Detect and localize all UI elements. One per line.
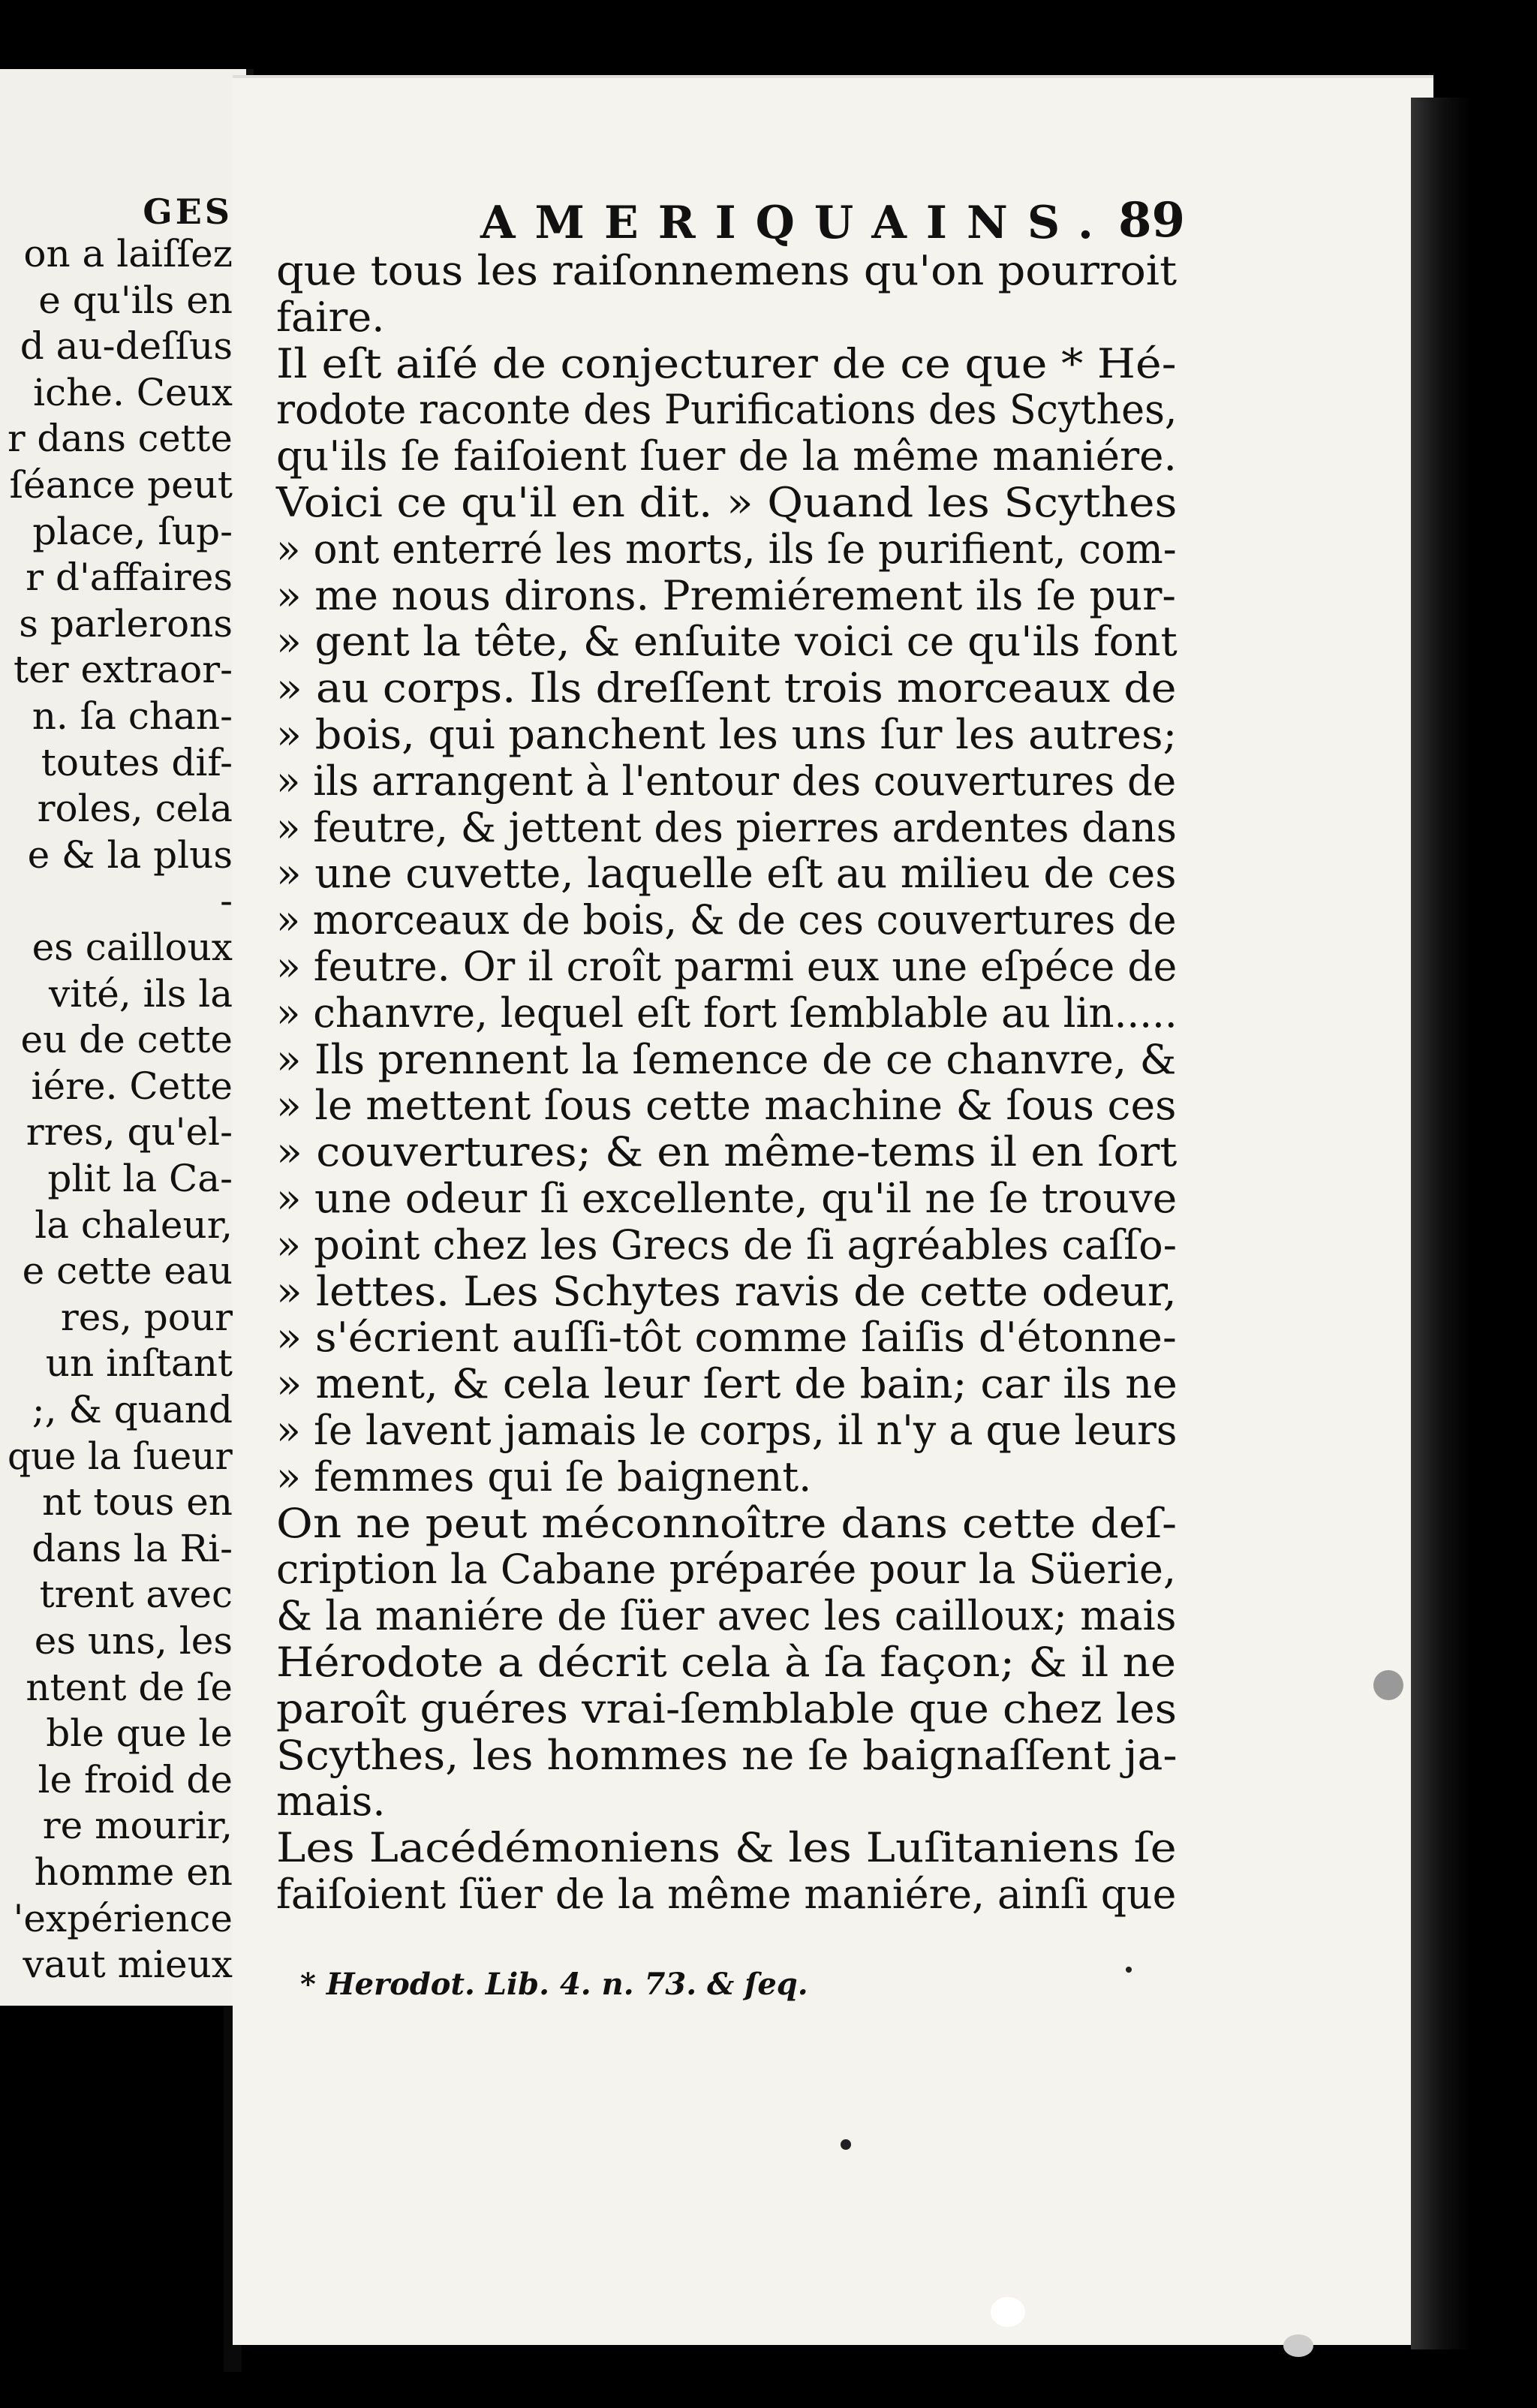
text-line: Scythes, les hommes ne ſe baignaſſent ja- (276, 1731, 1178, 1779)
left-page-line: re mourir, (42, 1804, 233, 1848)
left-page-line: ntent de ſe (26, 1665, 233, 1709)
left-page-line: es cailloux (32, 926, 233, 969)
text-line: mais. (276, 1777, 386, 1826)
left-page-fragment (0, 69, 254, 2006)
left-page-line: un inſtant (45, 1341, 233, 1386)
text-line: qu'ils ſe faiſoient ſuer de la même maniére. (276, 432, 1177, 480)
left-page-line: homme en (34, 1850, 233, 1894)
left-page-line: - (220, 879, 233, 923)
left-page-line: n. ſa chan- (32, 694, 233, 738)
text-line: Il eſt aiſé de conjecturer de ce que * Hé- (276, 339, 1177, 387)
left-page-line: le froid de (38, 1757, 233, 1801)
text-line: » ils arrangent à l'entour des couvertures de (276, 757, 1177, 805)
left-page-line: plit la Ca- (47, 1157, 233, 1200)
text-line: paroît guéres vrai-ſemblable que chez les (276, 1684, 1178, 1732)
text-line: » bois, qui panchent les uns ſur les autres; (276, 711, 1178, 758)
text-line: Voici ce qu'il en dit. » Quand les Scythes (276, 479, 1178, 526)
left-page-line: d au-deſſus (20, 324, 233, 369)
text-line: cription la Cabane préparée pour la Süerie, (276, 1546, 1177, 1594)
left-page-line: vité, ils la (48, 971, 233, 1016)
left-page-line: e cette eau (22, 1249, 233, 1293)
left-page-line: que la ſueur (8, 1434, 233, 1478)
left-page-line: iére. Cette (31, 1064, 233, 1108)
text-line: faiſoient ſüer de la même maniére, ainſi que (276, 1871, 1177, 1918)
left-page-line: res, pour (60, 1295, 233, 1339)
left-page-line: ſéance peut (9, 463, 233, 507)
text-line: » gent la tête, & enſuite voici ce qu'ils font (276, 618, 1178, 666)
left-page-line: rres, qu'el- (26, 1110, 233, 1154)
left-page-line: place, ſup- (32, 509, 233, 553)
text-line: faire. (276, 293, 385, 341)
text-line: & la maniére de ſüer avec les cailloux; mais (276, 1592, 1177, 1640)
text-line: » lettes. Les Schytes ravis de cette odeur, (276, 1267, 1177, 1315)
left-page-line: la chaleur, (35, 1202, 233, 1247)
page-number: 89 (1118, 192, 1186, 248)
left-page-line: eu de cette (20, 1018, 233, 1062)
left-running-head: GES (143, 191, 233, 232)
left-page-line: s parlerons (19, 601, 233, 646)
text-line: » chanvre, lequel eſt fort ſemblable au lin..... (276, 989, 1178, 1037)
text-line: » une odeur ſi excellente, qu'il ne ſe trouve (276, 1175, 1178, 1222)
text-line: On ne peut méconnoître dans cette deſ- (276, 1499, 1178, 1547)
text-line: » ſe lavent jamais le corps, il n'y a que leurs (276, 1407, 1178, 1454)
left-page-line: on a laiſſez (23, 232, 233, 275)
paper-stain (1373, 1670, 1403, 1700)
text-line: » ont enterré les morts, ils ſe purifient, com- (276, 525, 1177, 573)
text-line: Les Lacédémoniens & les Luſitaniens ſe (276, 1824, 1177, 1872)
text-line: » une cuvette, laquelle eſt au milieu de ces (276, 850, 1177, 898)
left-page-line: e & la plus (27, 832, 233, 877)
text-line: » Ils prennent la ſemence de ce chanvre, & (276, 1035, 1177, 1083)
text-line: Hérodote a décrit cela à ſa façon; & il ne (276, 1639, 1177, 1686)
left-page-line: 'expérience (13, 1896, 233, 1940)
left-page-line: ble que le (46, 1711, 233, 1756)
text-line: » au corps. Ils dreſſent trois morceaux de (276, 664, 1177, 712)
text-line: » ment, & cela leur ſert de bain; car ils ne (276, 1360, 1178, 1408)
running-head: AMERIQUAINS. (480, 197, 1113, 249)
left-page-line: ;, & quand (32, 1388, 233, 1431)
text-line: » feutre, & jettent des pierres ardentes dans (276, 803, 1177, 851)
text-line: » le mettent ſous cette machine & ſous ces (276, 1082, 1177, 1130)
text-line: rodote raconte des Purifications des Scythes, (276, 386, 1178, 434)
left-page-line: nt tous en (42, 1480, 233, 1525)
text-line: que tous les raiſonnemens qu'on pourroit (276, 247, 1178, 294)
text-line: » feutre. Or il croît parmi eux une eſpéce de (276, 943, 1178, 990)
left-page-line: r dans cette (8, 417, 233, 461)
left-page-line: es uns, les (34, 1619, 233, 1663)
ink-speck (841, 2139, 851, 2150)
footnote: * Herodot. Lib. 4. n. 73. & ſeq. (300, 1967, 808, 2002)
text-line: » couvertures; & en même-tems il en ſort (276, 1128, 1178, 1176)
text-line: » femmes qui ſe baignent. (276, 1452, 812, 1500)
text-line: » me nous dirons. Premiérement ils ſe pur- (276, 571, 1177, 619)
left-page-line: iche. Ceux (33, 370, 233, 414)
paper-hole (991, 2297, 1025, 2327)
text-line: » s'écrient auſſi-tôt comme ſaiſis d'étonne- (276, 1314, 1177, 1362)
left-page-line: vaut mieux (23, 1943, 233, 1987)
left-page-line: trent avec (39, 1573, 233, 1617)
ink-speck (1126, 1967, 1132, 1973)
left-page-line: roles, cela (37, 787, 233, 831)
paper-fragment (1283, 2334, 1313, 2357)
page-edge-shadow (1411, 98, 1471, 2349)
left-page-line: ter extraor- (14, 648, 233, 692)
left-page-line: r d'affaires (26, 555, 233, 600)
left-page-line: toutes dif- (41, 740, 233, 784)
text-line: » morceaux de bois, & de ces couvertures de (276, 896, 1177, 944)
left-page-line: e qu'ils en (38, 278, 233, 322)
text-line: » point chez les Grecs de ſi agréables caſſo- (276, 1221, 1178, 1269)
left-page-line: dans la Ri- (32, 1526, 233, 1570)
